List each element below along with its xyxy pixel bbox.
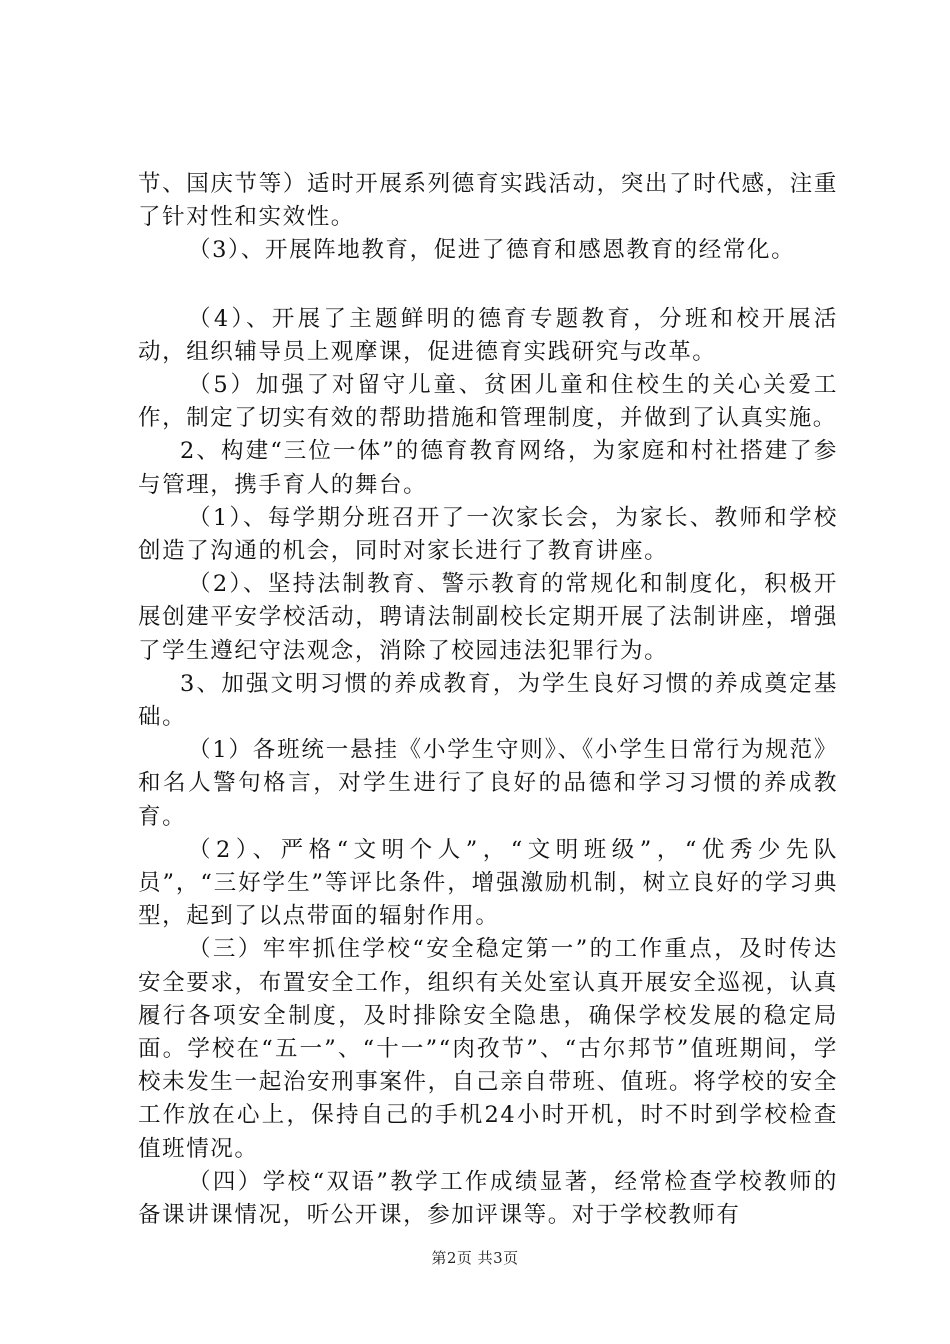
paragraph: （1）、每学期分班召开了一次家长会，为家长、教师和学校创造了沟通的机会，同时对家长进行了教育讲座。 <box>138 504 838 565</box>
paragraph: （2）、坚持法制教育、警示教育的常规化和制度化，积极开展创建平安学校活动，聘请法制副校长定期开展了法制讲座，增强了学生遵纪守法观念，消除了校园违法犯罪行为。 <box>138 571 838 664</box>
paragraph: （三）牢牢抓住学校“安全稳定第一”的工作重点，及时传达安全要求，布置安全工作，组织有关处室认真开展安全巡视，认真履行各项安全制度，及时排除安全隐患，确保学校发展的稳定局面。学校在“五一”、“十一”“肉孜节”、“古尔邦节”值班期间，学校未发生一起治安刑事案件，自己亲自带班、值班。将学校的安全工作放在心上，保持自己的手机24小时开机，时不时到学校检查值班情况。 <box>138 936 838 1162</box>
paragraph: 2、构建“三位一体”的德育教育网络，为家庭和村社搭建了参与管理，携手育人的舞台。 <box>138 438 838 498</box>
paragraph: 3、加强文明习惯的养成教育，为学生良好习惯的养成奠定基础。 <box>138 670 838 731</box>
paragraph: （1）各班统一悬挂《小学生守则》、《小学生日常行为规范》和名人警句格言，对学生进行了良好的品德和学习习惯的养成教育。 <box>138 737 838 830</box>
paragraph: 节、国庆节等）适时开展系列德育实践活动，突出了时代感，注重了针对性和实效性。 <box>138 171 838 231</box>
paragraph: （4）、开展了主题鲜明的德育专题教育，分班和校开展活动，组织辅导员上观摩课，促进德育实践研究与改革。 <box>138 305 838 365</box>
paragraph: （四）学校“双语”教学工作成绩显著，经常检查学校教师的备课讲课情况，听公开课，参加评课等。对于学校教师有 <box>138 1168 838 1229</box>
paragraph: （5）加强了对留守儿童、贫困儿童和住校生的关心关爱工作，制定了切实有效的帮助措施和管理制度，并做到了认真实施。 <box>138 372 838 432</box>
paragraph: （3）、开展阵地教育，促进了德育和感恩教育的经常化。 <box>188 237 796 264</box>
paragraph: （2）、严格“文明个人”，“文明班级”，“优秀少先队员”，“三好学生”等评比条件，增强激励机制，树立良好的学习典型，起到了以点带面的辐射作用。 <box>138 836 838 930</box>
page-footer: 第2页 共3页 <box>431 1249 519 1267</box>
document-body <box>138 168 838 1232</box>
